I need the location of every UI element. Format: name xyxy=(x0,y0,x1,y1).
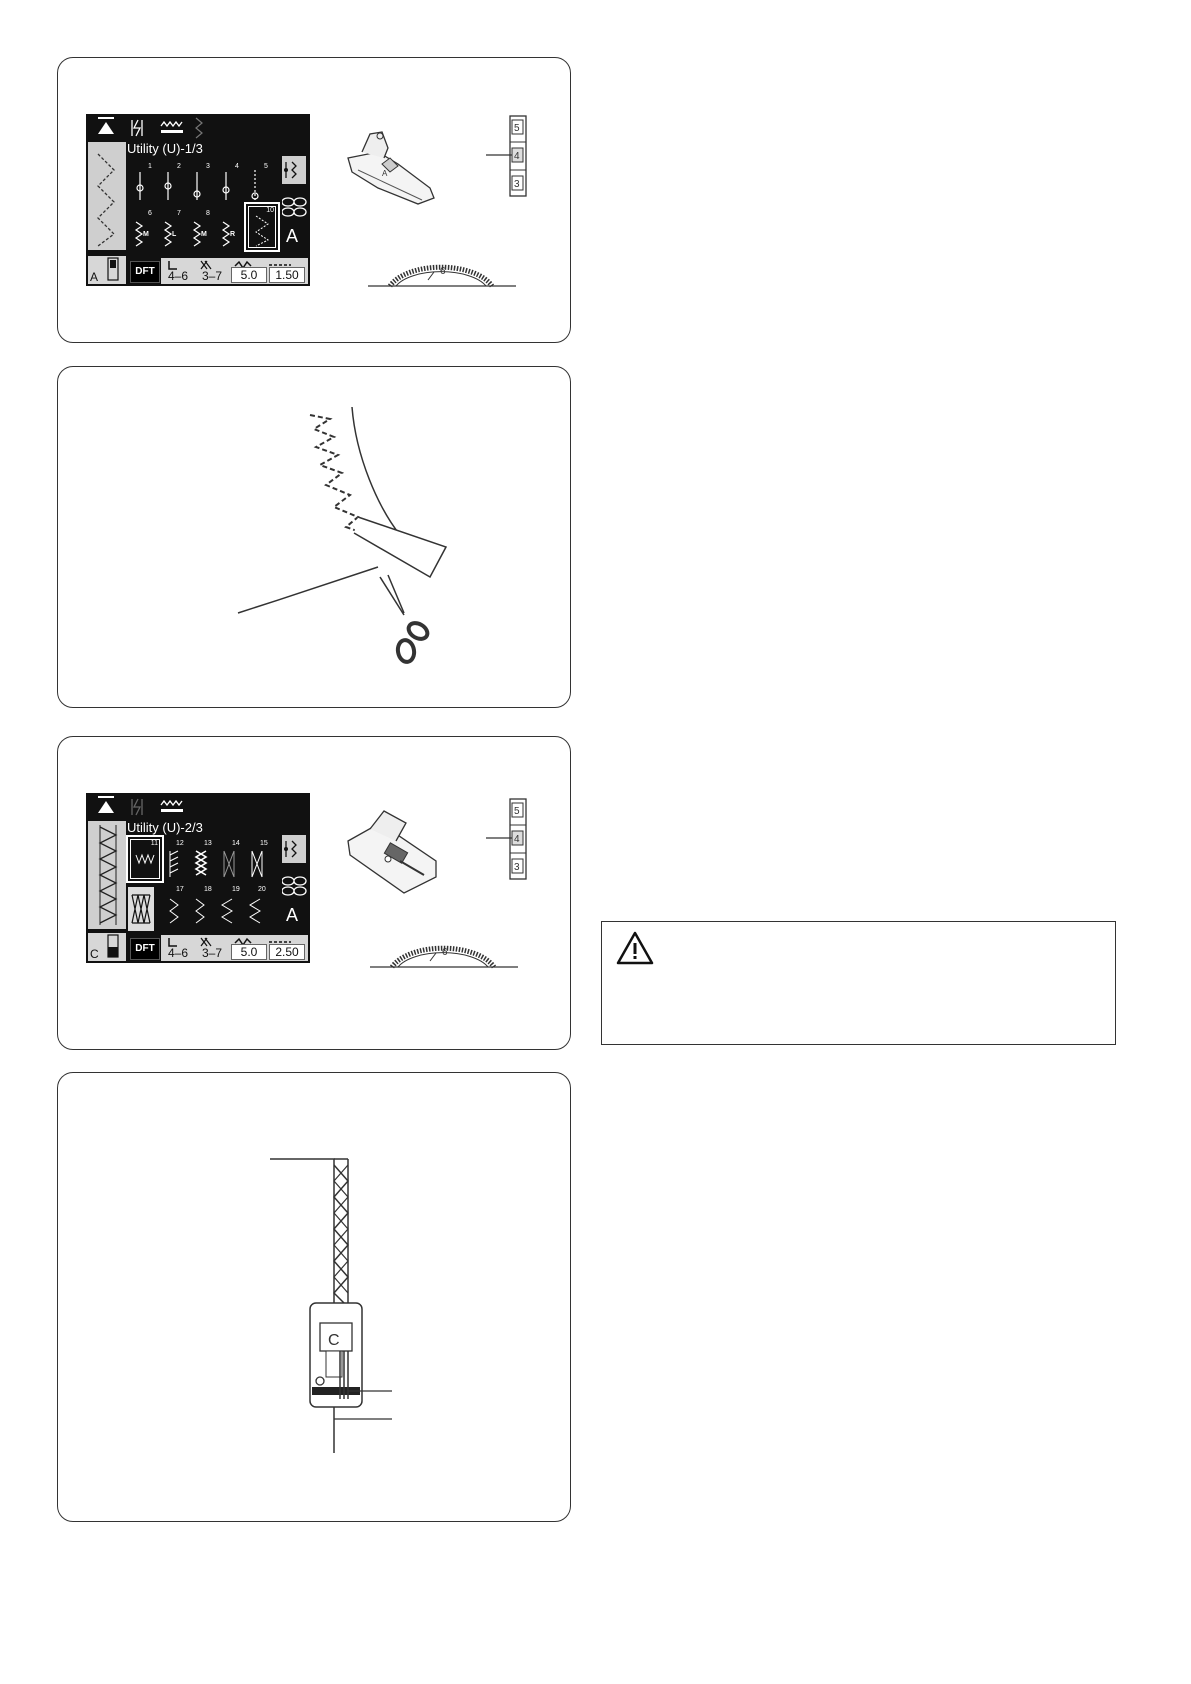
lcd-screen xyxy=(86,793,310,963)
presser-foot-a-icon xyxy=(338,128,448,218)
svg-text:C: C xyxy=(328,1332,340,1349)
feed-dog-icon xyxy=(161,809,183,812)
svg-text:A: A xyxy=(382,169,388,178)
svg-text:12: 12 xyxy=(176,840,184,847)
lcd-screen xyxy=(86,114,310,286)
svg-text:14: 14 xyxy=(232,840,240,847)
presser-pressure-dial-icon xyxy=(368,250,518,290)
presser-foot-c-icon xyxy=(340,801,450,901)
pattern-16[interactable] xyxy=(128,887,154,931)
stitch-width-value: 5.0 xyxy=(231,944,267,960)
svg-text:1: 1 xyxy=(148,163,152,170)
svg-text:R: R xyxy=(230,231,236,238)
svg-text:8: 8 xyxy=(206,210,210,217)
svg-text:2: 2 xyxy=(177,163,181,170)
svg-text:L: L xyxy=(172,231,177,238)
svg-text:4: 4 xyxy=(235,163,239,170)
presser-pressure-value: 4–6 xyxy=(167,946,189,960)
stitch-length-value: 2.50 xyxy=(269,944,305,960)
stitch-preview xyxy=(88,142,126,250)
lcd-top-icons xyxy=(86,114,310,142)
svg-text:6: 6 xyxy=(442,947,448,958)
lcd-title: Utility (U)-2/3 xyxy=(127,820,203,835)
warning-triangle-icon xyxy=(616,930,656,966)
caution-box xyxy=(601,921,1116,1045)
trimming-illustration xyxy=(58,367,572,709)
svg-text:4: 4 xyxy=(514,834,520,845)
svg-text:3: 3 xyxy=(514,862,520,873)
svg-text:6: 6 xyxy=(440,266,446,277)
alphabet-mode-icon: A xyxy=(286,226,299,246)
tension-scale-icon xyxy=(478,797,538,887)
svg-text:4: 4 xyxy=(514,151,520,162)
fabric-flap xyxy=(354,517,446,577)
svg-text:3: 3 xyxy=(514,179,520,190)
svg-text:M: M xyxy=(201,231,207,238)
decorative-stitch-icon xyxy=(282,192,308,222)
presser-foot-indicator: A xyxy=(88,256,126,284)
setting-values xyxy=(161,935,308,961)
svg-text:13: 13 xyxy=(204,840,212,847)
tension-value: 3–7 xyxy=(201,946,223,960)
figure-panel-trimming xyxy=(57,366,571,708)
presser-pressure-value: 4–6 xyxy=(167,269,189,283)
lcd-title: Utility (U)-1/3 xyxy=(127,141,203,156)
side-icons xyxy=(282,156,308,256)
svg-text:5: 5 xyxy=(514,806,520,817)
svg-text:7: 7 xyxy=(177,210,181,217)
svg-text:19: 19 xyxy=(232,886,240,893)
stitch-mode-icon xyxy=(282,835,306,863)
selected-pattern-11[interactable]: 11 xyxy=(126,835,164,883)
presser-foot-indicator: C xyxy=(88,933,126,961)
stitch-mode-icon xyxy=(282,156,306,184)
setting-values xyxy=(161,258,308,284)
svg-text:5: 5 xyxy=(264,163,268,170)
fabric-bottom-edge xyxy=(238,567,378,613)
svg-text:3: 3 xyxy=(206,163,210,170)
selected-pattern-10[interactable]: 10 xyxy=(244,202,280,252)
figure-panel-overcast-settings xyxy=(57,736,571,1050)
presser-pressure-dial-icon xyxy=(370,931,520,971)
figure-panel-overcast-sewing xyxy=(57,1072,571,1522)
side-icons xyxy=(282,835,308,935)
svg-text:17: 17 xyxy=(176,886,184,893)
overcast-sewing-illustration xyxy=(58,1073,572,1523)
tension-value: 3–7 xyxy=(201,269,223,283)
svg-text:15: 15 xyxy=(260,840,268,847)
figure-panel-zigzag-settings xyxy=(57,57,571,343)
alphabet-mode-icon: A xyxy=(286,905,299,925)
tension-scale-icon xyxy=(478,114,538,204)
stitch-preview xyxy=(88,821,126,929)
svg-text:18: 18 xyxy=(204,886,212,893)
svg-text:5: 5 xyxy=(514,123,520,134)
stitch-length-value: 1.50 xyxy=(269,267,305,283)
dft-button[interactable]: DFT xyxy=(130,938,160,960)
svg-text:20: 20 xyxy=(258,886,266,893)
dft-button[interactable]: DFT xyxy=(130,261,160,283)
scissors-icon xyxy=(380,575,430,663)
svg-text:6: 6 xyxy=(148,210,152,217)
decorative-stitch-icon xyxy=(282,871,308,901)
pattern-grid xyxy=(166,837,282,931)
lcd-top-icons xyxy=(86,793,310,821)
feed-dog-icon xyxy=(161,130,183,133)
fabric-edge xyxy=(352,407,400,535)
stitch-width-value: 5.0 xyxy=(231,267,267,283)
svg-text:M: M xyxy=(143,231,149,238)
